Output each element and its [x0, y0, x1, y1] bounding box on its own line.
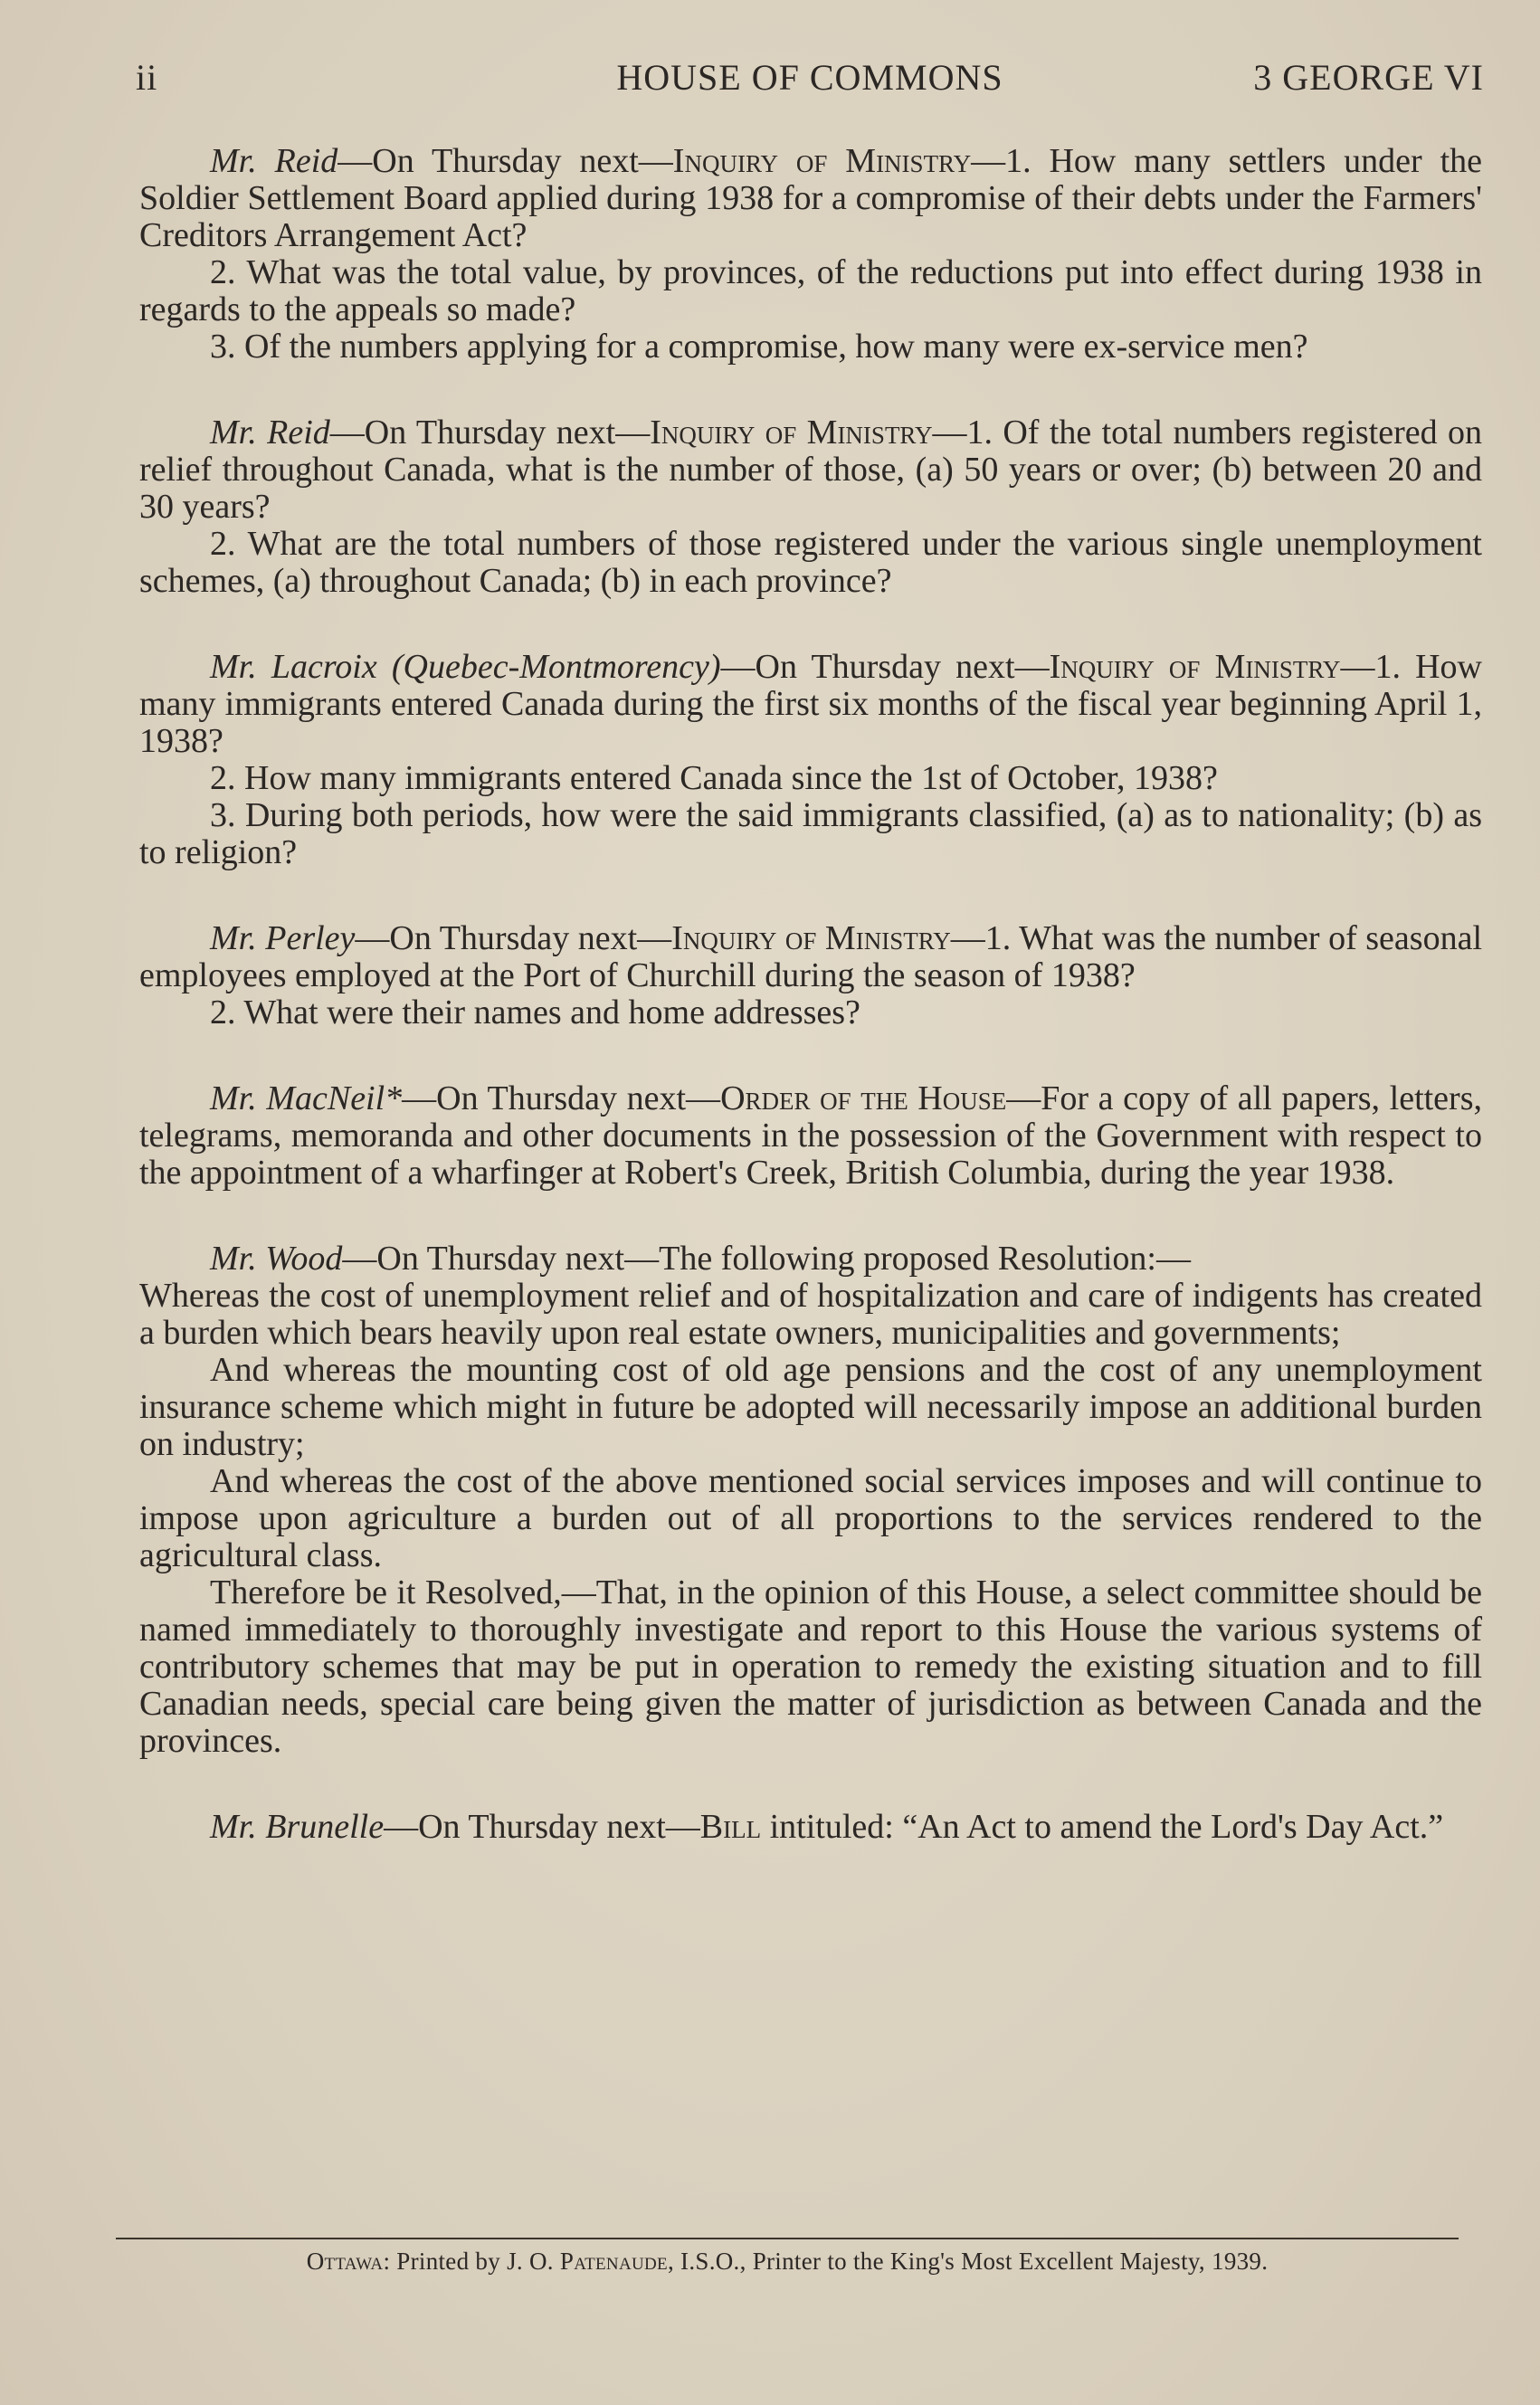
entry-lead: —On Thursday next— — [329, 414, 651, 452]
member-name: Mr. MacNeil* — [210, 1079, 403, 1117]
entry-lead: —On Thursday next— — [337, 142, 673, 180]
entry-kind: Inquiry of Ministry — [671, 919, 951, 957]
entry-paragraph — [139, 920, 1482, 994]
entry-paragraph: 3. During both periods, how were the said immigrants classified, (a) as to nationality; (b) as to religion? — [139, 796, 1482, 871]
footer-rule — [116, 2238, 1459, 2239]
page-number: ii — [136, 57, 158, 98]
printer-imprint — [116, 2248, 1459, 2276]
entry-lead: —On Thursday next—The following proposed Resolution:— — [342, 1240, 1191, 1278]
entry-lead: —On Thursday next— — [355, 919, 672, 957]
notice-paper-body — [139, 143, 1482, 1895]
entry-paragraph: 2. How many immigrants entered Canada since the 1st of October, 1938? — [210, 759, 1218, 797]
entry-paragraph — [139, 1809, 1482, 1846]
resolution-paragraph: Whereas the cost of unemployment relief and of hospitalization and care of indigents has created a burden which bears heavily upon real estate owners, municipalities and governments; — [139, 1277, 1482, 1352]
entry-lead: —On Thursday next— — [402, 1079, 721, 1117]
entry-paragraph: 3. Of the numbers applying for a compromise, how many were ex-service men? — [210, 328, 1308, 366]
member-name: Mr. Lacroix (Quebec-Montmorency) — [210, 648, 721, 686]
entry-paragraph — [139, 1080, 1482, 1192]
entry-paragraph — [139, 1241, 1482, 1278]
entry-lead: —On Thursday next— — [720, 648, 1050, 686]
imprint-place: Ottawa — [306, 2248, 384, 2275]
entry-paragraph — [139, 414, 1482, 526]
member-name: Mr. Brunelle — [210, 1808, 385, 1846]
notice-entry — [139, 920, 1482, 1031]
entry-kind: Inquiry of Ministry — [650, 414, 933, 452]
entry-text: —1. How many settlers under the Soldier Settlement Board applied during 1938 for a compromise of their debts under the Farmers' Creditors Arrangement Act? — [139, 142, 1482, 254]
imprint-text-before: : Printed by J. O. — [383, 2248, 560, 2275]
entry-text: —1. What was the number of seasonal employees employed at the Port of Churchill during the season of 1938? — [139, 919, 1482, 994]
entry-paragraph — [139, 649, 1482, 760]
entry-text: —1. Of the total numbers registered on relief throughout Canada, what is the number of those, (a) 50 years or over; (b) between 20 and 30 years? — [139, 414, 1482, 526]
resolution-paragraph: And whereas the cost of the above mentioned social services imposes and will continue to impose upon agriculture a burden out of all proportions to the services rendered to the agricultural class. — [139, 1462, 1482, 1574]
regnal-year: 3 GEORGE VI — [1253, 57, 1484, 98]
entry-kind: Inquiry of Ministry — [672, 142, 972, 180]
notice-entry — [139, 649, 1482, 871]
member-name: Mr. Reid — [210, 142, 338, 180]
resolution-paragraph: And whereas the mounting cost of old age pensions and the cost of any unemployment insurance scheme which might in future be adopted will necessarily impose an additional burden on industry; — [139, 1351, 1482, 1463]
entry-kind: Bill — [699, 1808, 762, 1846]
entry-kind: Order of the House — [720, 1079, 1007, 1117]
notice-entry — [139, 1241, 1482, 1760]
member-name: Mr. Perley — [210, 919, 356, 957]
entry-paragraph: 2. What are the total numbers of those registered under the various single unemployment schemes, (a) throughout Canada; (b) in each province? — [139, 525, 1482, 600]
resolution-paragraph: Therefore be it Resolved,—That, in the opinion of this House, a select committee should be named immediately to thoroughly investigate and report to this House the various systems of contributory schemes that may be put in operation to remedy the existing situation and to fill Canadian needs, special care being given the matter of jurisdiction as between Canada and the provinces. — [139, 1573, 1482, 1760]
notice-entry — [139, 1080, 1482, 1192]
entry-text: —1. How many immigrants entered Canada during the first six months of the fiscal year beginning April 1, 1938? — [139, 648, 1483, 760]
notice-entry — [139, 414, 1482, 600]
member-name: Mr. Reid — [210, 414, 330, 452]
entry-text: intituled: “An Act to amend the Lord's Day Act.” — [761, 1808, 1444, 1846]
imprint-text-after: , I.S.O., Printer to the King's Most Excellent Majesty, 1939. — [667, 2248, 1269, 2275]
running-title: HOUSE OF COMMONS — [616, 57, 1003, 98]
entry-paragraph: 2. What was the total value, by provinces, of the reductions put into effect during 1938 in regards to the appeals so made? — [139, 253, 1482, 328]
entry-kind: Inquiry of Ministry — [1049, 648, 1341, 686]
entry-paragraph: 2. What were their names and home addresses? — [210, 993, 860, 1031]
member-name: Mr. Wood — [210, 1240, 343, 1278]
entry-lead: —On Thursday next— — [384, 1808, 700, 1846]
imprint-printer: Patenaude — [559, 2248, 668, 2275]
entry-text: —For a copy of all papers, letters, telegrams, memoranda and other documents in the possession of the Government with respect to the appointment of a wharfinger at Robert's Creek, British Columbia, during the year 1938. — [139, 1079, 1482, 1192]
page-header — [136, 56, 1484, 107]
notice-entry — [139, 1809, 1482, 1846]
entry-paragraph — [139, 143, 1482, 254]
notice-entry — [139, 143, 1482, 366]
